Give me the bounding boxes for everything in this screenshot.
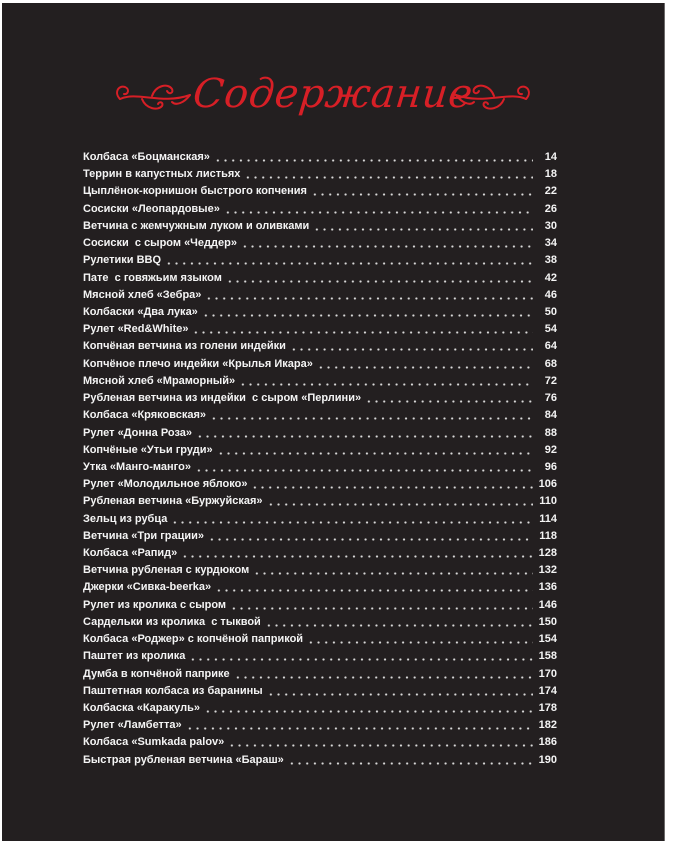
toc-entry-title: Рубленая ветчина из индейки с сыром «Перлини» — [83, 392, 362, 405]
toc-entry — [83, 183, 557, 200]
toc-entry-dot-leader — [189, 658, 532, 661]
toc-entry-page-number: 84 — [544, 409, 557, 422]
toc-entry — [83, 528, 557, 545]
toc-entry-dot-leader — [317, 366, 533, 369]
toc-entry-title: Паштетная колбаса из баранины — [83, 684, 263, 697]
toc-entry-title: Цыплёнок-корнишон быстрого копчения — [83, 185, 307, 198]
toc-entry-page-number: 64 — [544, 340, 557, 353]
toc-entry — [83, 201, 557, 218]
toc-entry-page-number: 174 — [538, 684, 557, 697]
toc-entry-dot-leader — [205, 297, 533, 300]
toc-entry-page-number: 30 — [544, 219, 557, 232]
toc-entry-page-number: 178 — [538, 702, 557, 714]
toc-entry-title: Мясной хлеб «Мраморный» — [83, 374, 236, 387]
toc-entry-page-number: 42 — [544, 271, 557, 284]
toc-entry-dot-leader — [244, 176, 533, 179]
toc-entry-dot-leader — [267, 693, 533, 696]
toc-entry-title: Копчёная ветчина из голени индейки — [83, 340, 286, 353]
right-flourish-icon — [452, 79, 534, 117]
toc-entry-page-number: 132 — [538, 564, 557, 577]
toc-entry-dot-leader — [253, 572, 532, 575]
toc-entry-page-number: 88 — [544, 426, 557, 439]
toc-entry-dot-leader — [196, 435, 533, 438]
toc-entry-page-number: 182 — [538, 719, 557, 732]
toc-entry-page-number: 68 — [544, 357, 557, 370]
toc-entry — [83, 252, 557, 269]
toc-entry-dot-leader — [204, 710, 533, 713]
toc-entry-title: Рулетики BBQ — [83, 254, 162, 267]
toc-entry-title: Ветчина с жемчужным луком и оливками — [83, 219, 310, 232]
toc-entry-page-number: 38 — [544, 254, 557, 267]
toc-entry-dot-leader — [265, 624, 533, 627]
toc-entry-title: Рулет «Молодильное яблоко» — [83, 478, 248, 491]
toc-entry — [83, 545, 557, 562]
toc-entry-dot-leader — [313, 228, 533, 231]
toc-entry — [83, 166, 557, 183]
toc-entry-dot-leader — [181, 555, 532, 558]
toc-entry-title: Джерки «Сивка-beerka» — [83, 581, 212, 594]
toc-entry-page-number: 96 — [544, 460, 557, 473]
toc-entry-page-number: 118 — [539, 529, 557, 542]
toc-entry-title: Думба в копчёной паприке — [83, 667, 230, 680]
book-page — [2, 3, 665, 841]
toc-entry-page-number: 72 — [544, 374, 557, 387]
toc-entry — [83, 666, 557, 683]
toc-entry — [83, 511, 557, 528]
toc-entry — [83, 579, 557, 596]
toc-entry-title: Мясной хлеб «Зебра» — [83, 288, 202, 301]
toc-list — [83, 149, 557, 769]
toc-entry-dot-leader — [241, 245, 533, 248]
toc-entry — [83, 614, 557, 631]
toc-entry-dot-leader — [202, 314, 533, 317]
toc-entry — [83, 493, 557, 510]
toc-entry-dot-leader — [165, 262, 533, 265]
toc-entry-title: Колбаса «Кряковская» — [83, 409, 207, 422]
toc-entry-page-number: 146 — [538, 598, 557, 611]
toc-entry-dot-leader — [210, 417, 533, 420]
toc-entry-page-number: 22 — [544, 185, 557, 198]
toc-entry — [83, 442, 557, 459]
toc-entry-page-number: 158 — [538, 650, 557, 663]
toc-entry-title: Рулет «Ламбетта» — [83, 719, 182, 732]
toc-entry-title: Утка «Манго-манго» — [83, 460, 191, 473]
toc-entry — [83, 304, 557, 321]
toc-entry-title: Рулет «Донна Роза» — [83, 426, 193, 439]
toc-entry — [83, 321, 557, 338]
toc-entry-dot-leader — [186, 727, 533, 730]
toc-entry-dot-leader — [215, 589, 533, 592]
toc-entry-dot-leader — [288, 762, 533, 765]
toc-entry-page-number: 34 — [544, 237, 557, 250]
toc-entry-dot-leader — [290, 348, 533, 351]
toc-entry-dot-leader — [251, 486, 532, 489]
toc-entry-dot-leader — [307, 641, 533, 644]
toc-entry-page-number: 128 — [538, 547, 557, 560]
contents-header — [2, 65, 664, 125]
toc-entry-dot-leader — [208, 538, 533, 541]
toc-entry-title: Копчёное плечо индейки «Крылья Икара» — [83, 357, 313, 370]
toc-entry — [83, 373, 557, 390]
toc-entry-title: Быстрая рубленая ветчина «Бараш» — [83, 753, 284, 766]
toc-entry — [83, 356, 557, 373]
toc-entry-dot-leader — [226, 280, 533, 283]
toc-entry-page-number: 186 — [538, 736, 557, 749]
toc-entry — [83, 270, 557, 287]
toc-entry-title: Колбаса «Боцманская» — [83, 151, 210, 163]
toc-entry-dot-leader — [224, 211, 533, 214]
toc-entry-title: Колбаса «Роджер» с копчёной паприкой — [83, 633, 304, 646]
toc-entry-dot-leader — [228, 744, 532, 747]
toc-entry-page-number: 154 — [538, 633, 557, 646]
toc-entry-page-number: 114 — [539, 512, 557, 525]
toc-entry-dot-leader — [267, 503, 534, 506]
toc-entry-title: Колбаски «Два лука» — [83, 305, 198, 318]
toc-entry-title: Ветчина «Три грации» — [83, 529, 205, 542]
toc-entry — [83, 752, 557, 769]
toc-entry-title: Колбаса «Sumkada palov» — [83, 736, 225, 749]
toc-entry-dot-leader — [171, 521, 533, 524]
toc-entry — [83, 476, 557, 493]
toc-entry — [83, 149, 557, 166]
toc-entry-dot-leader — [195, 469, 533, 472]
toc-entry — [83, 407, 557, 424]
toc-entry-title: Сосиски с сыром «Чеддер» — [83, 237, 237, 250]
toc-entry-title: Зельц из рубца — [83, 512, 168, 525]
toc-entry-dot-leader — [217, 452, 533, 455]
contents-heading: Содержание — [190, 71, 476, 117]
toc-entry-title: Паштет из кролика — [83, 650, 186, 663]
toc-entry-dot-leader — [239, 383, 533, 386]
toc-entry-dot-leader — [192, 331, 533, 334]
toc-entry — [83, 683, 557, 700]
toc-entry — [83, 734, 557, 751]
toc-entry-title: Рубленая ветчина «Буржуйская» — [83, 495, 263, 508]
toc-entry — [83, 631, 557, 648]
toc-entry-page-number: 76 — [544, 392, 557, 405]
toc-entry-title: Ветчина рубленая с курдюком — [83, 564, 250, 577]
toc-entry-title: Копчёные «Утьи груди» — [83, 443, 213, 456]
toc-entry — [83, 717, 557, 734]
toc-entry-page-number: 92 — [544, 443, 557, 456]
toc-entry-dot-leader — [234, 676, 533, 679]
toc-entry-page-number: 54 — [544, 323, 557, 336]
toc-entry — [83, 459, 557, 476]
toc-entry — [83, 287, 557, 304]
toc-entry-page-number: 26 — [544, 202, 557, 215]
toc-entry-title: Сардельки из кролика с тыквой — [83, 615, 261, 628]
toc-entry-page-number: 14 — [544, 151, 557, 163]
toc-entry — [83, 390, 557, 407]
toc-entry — [83, 648, 557, 665]
toc-entry-page-number: 50 — [544, 305, 557, 318]
toc-entry-dot-leader — [311, 193, 533, 196]
toc-entry-title: Колбаса «Рапид» — [83, 547, 178, 560]
toc-entry-page-number: 150 — [538, 615, 557, 628]
toc-entry-dot-leader — [214, 159, 533, 162]
toc-entry — [83, 338, 557, 355]
toc-entry-dot-leader — [365, 400, 533, 403]
toc-entry — [83, 700, 557, 717]
toc-entry-title: Террин в капустных листьях — [83, 168, 241, 181]
toc-entry — [83, 425, 557, 442]
toc-entry — [83, 597, 557, 614]
toc-entry — [83, 218, 557, 235]
toc-entry-page-number: 46 — [544, 288, 557, 301]
toc-entry-title: Рулет из кролика с сыром — [83, 598, 227, 611]
toc-entry-page-number: 136 — [538, 581, 557, 594]
toc-entry-title: Пате с говяжьим языком — [83, 271, 222, 284]
toc-entry — [83, 562, 557, 579]
toc-entry-title: Сосиски «Леопардовые» — [83, 202, 220, 215]
toc-entry-dot-leader — [230, 607, 533, 610]
toc-entry-page-number: 170 — [538, 667, 557, 680]
toc-entry — [83, 235, 557, 252]
toc-entry-page-number: 106 — [538, 478, 557, 491]
toc-entry-page-number: 18 — [544, 168, 557, 181]
toc-entry-title: Колбаска «Каракуль» — [83, 702, 200, 714]
toc-entry-title: Рулет «Red&White» — [83, 323, 189, 336]
toc-entry-page-number: 190 — [538, 753, 557, 766]
toc-entry-page-number: 110 — [539, 495, 557, 508]
